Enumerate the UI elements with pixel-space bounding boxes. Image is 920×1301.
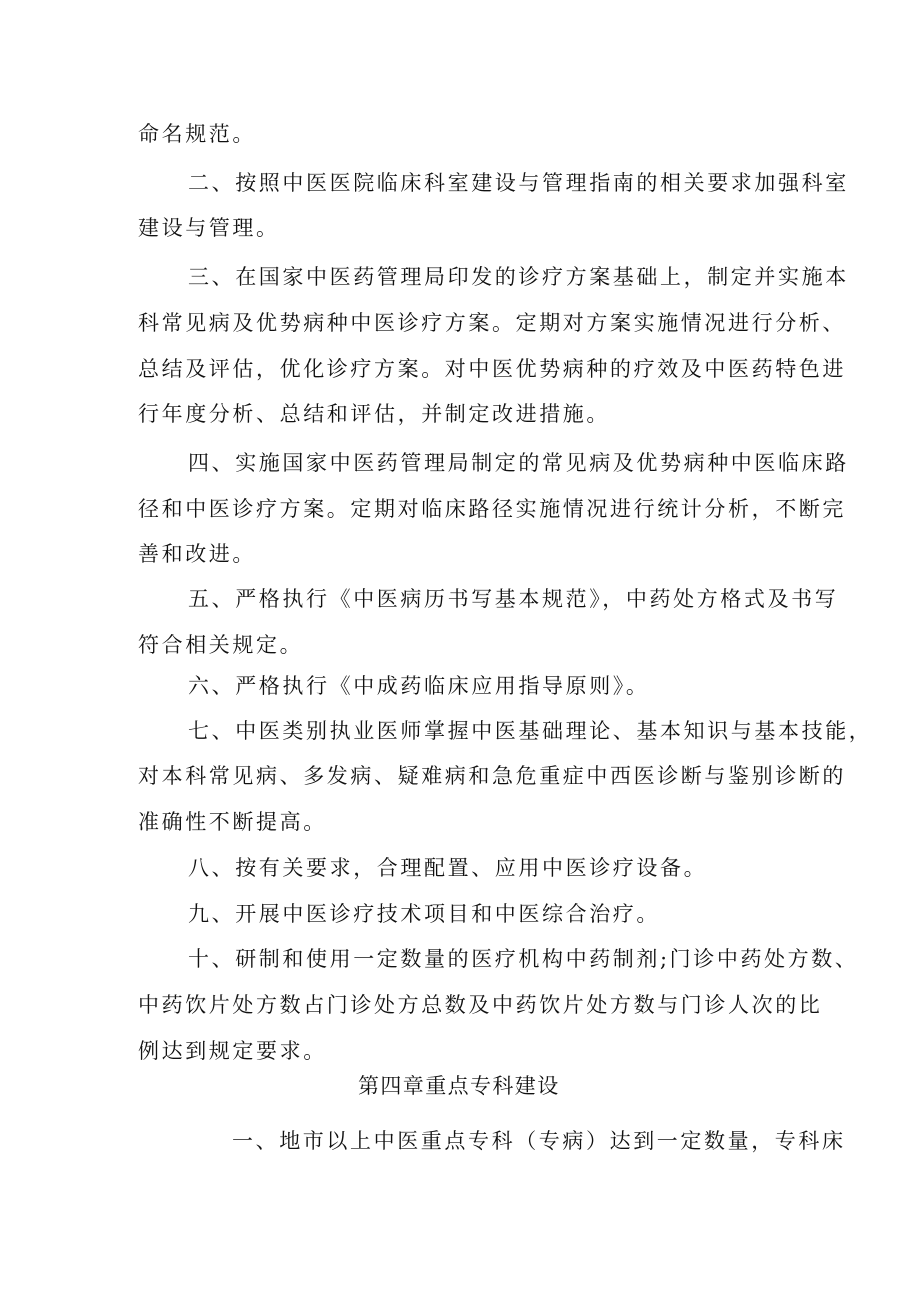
text-line-2: 二、按照中医医院临床科室建设与管理指南的相关要求加强科室 bbox=[188, 171, 849, 195]
text-line-19: 十、研制和使用一定数量的医疗机构中药制剂;门诊中药处方数、 bbox=[188, 947, 859, 971]
text-line-20: 中药饮片处方数占门诊处方总数及中药饮片处方数与门诊人次的比 bbox=[138, 993, 823, 1017]
text-line-23: 一、地市以上中医重点专科（专病）达到一定数量，专科床 bbox=[232, 1129, 846, 1153]
text-line-7: 行年度分析、总结和评估，并制定改进措施。 bbox=[138, 402, 610, 426]
text-line-4: 三、在国家中医药管理局印发的诊疗方案基础上，制定并实施本 bbox=[188, 265, 849, 289]
text-line-18: 九、开展中医诊疗技术项目和中医综合治疗。 bbox=[188, 902, 660, 926]
text-line-17: 八、按有关要求，合理配置、应用中医诊疗设备。 bbox=[188, 856, 708, 880]
text-line-5: 科常见病及优势病种中医诊疗方案。定期对方案实施情况进行分析、 bbox=[138, 311, 846, 335]
text-line-11: 五、严格执行《中医病历书写基本规范》，中药处方格式及书写 bbox=[188, 587, 839, 611]
text-line-16: 准确性不断提高。 bbox=[138, 810, 327, 834]
chapter-heading: 第四章重点专科建设 bbox=[358, 1074, 560, 1098]
text-line-8: 四、实施国家中医药管理局制定的常见病及优势病种中医临床路 bbox=[188, 451, 849, 475]
text-line-15: 对本科常见病、多发病、疑难病和急危重症中西医诊断与鉴别诊断的 bbox=[138, 764, 846, 788]
text-line-14: 七、中医类别执业医师掌握中医基础理论、基本知识与基本技能， bbox=[188, 719, 873, 743]
text-line-21: 例达到规定要求。 bbox=[138, 1039, 327, 1063]
text-line-3: 建设与管理。 bbox=[138, 216, 280, 240]
text-line-1: 命名规范。 bbox=[138, 122, 256, 146]
text-line-6: 总结及评估，优化诊疗方案。对中医优势病种的疗效及中医药特色进 bbox=[138, 357, 846, 381]
text-line-10: 善和改进。 bbox=[138, 542, 256, 566]
text-line-9: 径和中医诊疗方案。定期对临床路径实施情况进行统计分析，不断完 bbox=[138, 497, 846, 521]
text-line-13: 六、严格执行《中成药临床应用指导原则》。 bbox=[188, 674, 650, 698]
text-line-12: 符合相关规定。 bbox=[138, 633, 304, 657]
